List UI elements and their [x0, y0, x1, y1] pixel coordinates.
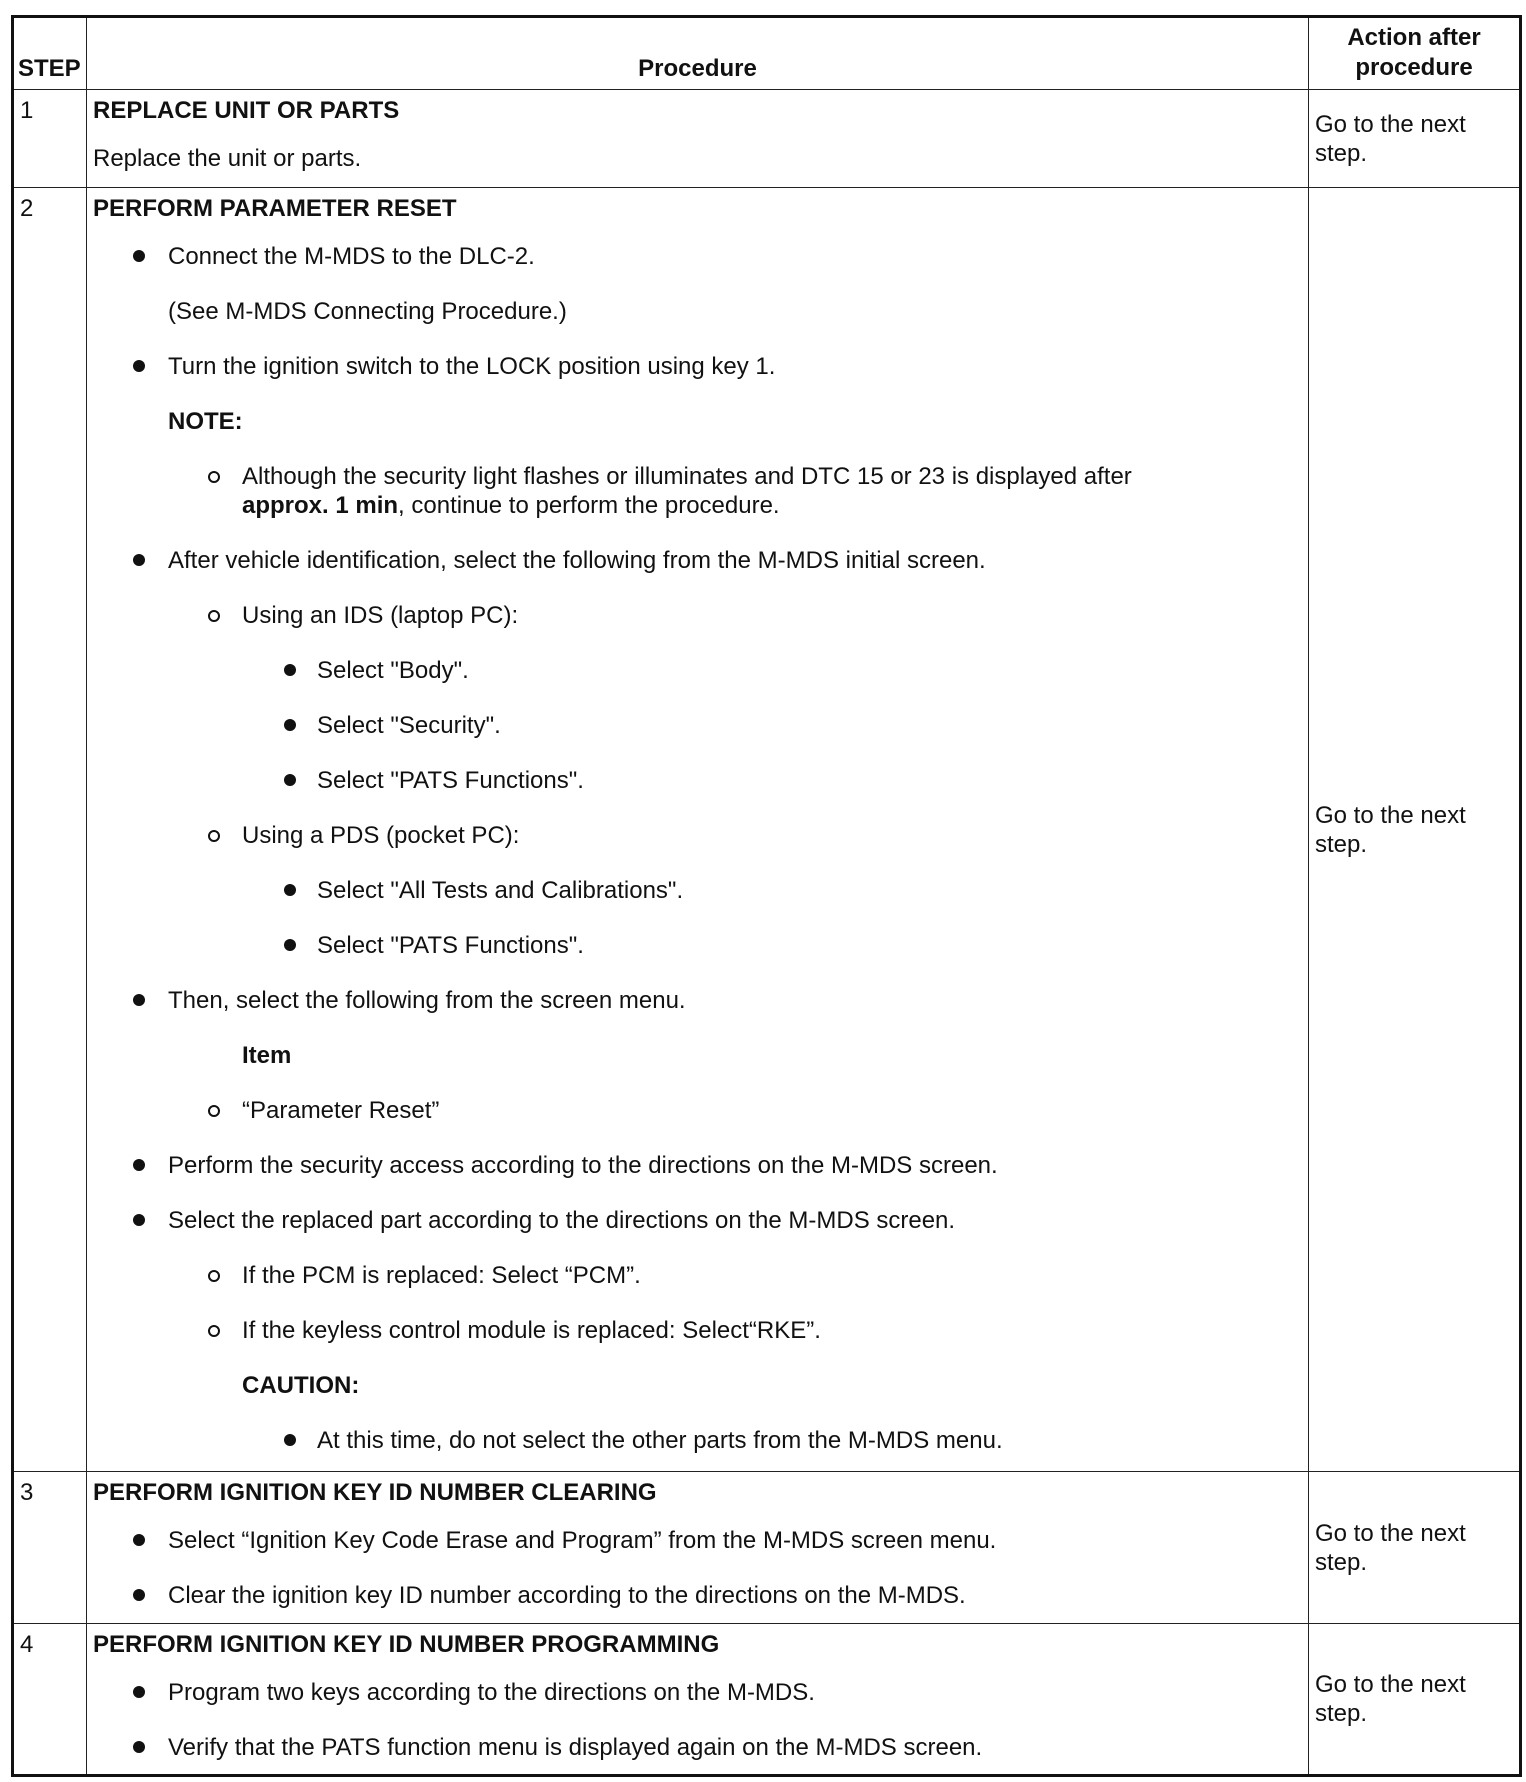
list-item: Select "PATS Functions".	[93, 931, 1300, 960]
list-item: Verify that the PATS function menu is displayed again on the M-MDS screen.	[93, 1733, 1300, 1762]
list-item: Program two keys according to the directions on the M-MDS.	[93, 1678, 1300, 1707]
bullet-dot-icon	[284, 719, 296, 731]
bullet-dot-icon	[133, 1589, 145, 1601]
header-step: STEP	[13, 17, 87, 90]
header-action	[1309, 17, 1521, 90]
list-item: Using an IDS (laptop PC):	[93, 601, 1300, 630]
bullet-dot-icon	[133, 1686, 145, 1698]
action-cell	[1309, 1472, 1521, 1624]
bullet-ring-icon	[208, 1325, 220, 1337]
bullet-dot-icon	[133, 1741, 145, 1753]
step-title: REPLACE UNIT OR PARTS	[93, 97, 400, 124]
list-item: Perform the security access according to the directions on the M-MDS screen.	[93, 1151, 1300, 1180]
action-cell	[1309, 90, 1521, 188]
bullet-dot-icon	[133, 360, 145, 372]
note-label: NOTE:	[168, 408, 243, 435]
action-cell	[1309, 188, 1521, 1472]
bullet-dot-icon	[284, 664, 296, 676]
action-line1: Go to the next	[1315, 1519, 1466, 1547]
step-number: 1	[13, 90, 87, 188]
item-label: Item	[242, 1042, 292, 1069]
list-item: If the PCM is replaced: Select “PCM”.	[93, 1261, 1300, 1290]
step-number: 3	[13, 1472, 87, 1624]
table-row	[13, 188, 1521, 1472]
list-item: Although the security light flashes or illuminates and DTC 15 or 23 is displayed after approx. 1 min, continue to perform the procedure.	[93, 462, 1300, 520]
procedure-cell	[87, 1624, 1309, 1776]
action-line2: step.	[1315, 139, 1368, 167]
header-procedure: Procedure	[87, 17, 1309, 90]
bullet-dot-icon	[284, 939, 296, 951]
list-item: Select "PATS Functions".	[93, 766, 1300, 795]
list-item: “Parameter Reset”	[93, 1096, 1300, 1125]
list-item: Select "Body".	[93, 656, 1300, 685]
action-line1: Go to the next	[1315, 1671, 1466, 1698]
action-line2: step.	[1315, 1700, 1368, 1727]
procedure-table	[11, 15, 1522, 1777]
list-item: Select the replaced part according to the directions on the M-MDS screen.	[93, 1206, 1300, 1235]
list-note: (See M-MDS Connecting Procedure.)	[168, 298, 567, 325]
header-action-line2: procedure	[1355, 54, 1473, 81]
action-cell	[1309, 1624, 1521, 1776]
table-row	[13, 1624, 1521, 1776]
list-item: Connect the M-MDS to the DLC-2.	[93, 242, 1300, 271]
bullet-ring-icon	[208, 610, 220, 622]
bullet-dot-icon	[133, 554, 145, 566]
list-item: Select "All Tests and Calibrations".	[93, 876, 1300, 905]
procedure-cell	[87, 188, 1309, 1472]
caution-label: CAUTION:	[242, 1372, 360, 1399]
step-title: PERFORM IGNITION KEY ID NUMBER CLEARING	[93, 1479, 657, 1506]
bullet-dot-icon	[133, 1214, 145, 1226]
procedure-cell	[87, 90, 1309, 188]
bullet-dot-icon	[284, 1434, 296, 1446]
procedure-cell	[87, 1472, 1309, 1624]
list-item: Select "Security".	[93, 711, 1300, 740]
step-title: PERFORM IGNITION KEY ID NUMBER PROGRAMMING	[93, 1631, 720, 1658]
action-line1: Go to the next	[1315, 110, 1466, 138]
list-item: Clear the ignition key ID number according to the directions on the M-MDS.	[93, 1581, 1300, 1610]
bullet-dot-icon	[284, 774, 296, 786]
bullet-dot-icon	[133, 1534, 145, 1546]
bullet-dot-icon	[133, 250, 145, 262]
action-line1: Go to the next	[1315, 801, 1466, 829]
step-text: Replace the unit or parts.	[93, 145, 362, 172]
list-item: After vehicle identification, select the following from the M-MDS initial screen.	[93, 546, 1300, 575]
list-item: If the keyless control module is replaced: Select“RKE”.	[93, 1316, 1300, 1345]
bullet-ring-icon	[208, 1105, 220, 1117]
table-row	[13, 90, 1521, 188]
list-item: Using a PDS (pocket PC):	[93, 821, 1300, 850]
list-item: Then, select the following from the screen menu.	[93, 986, 1300, 1015]
step-number: 2	[13, 188, 87, 1472]
bullet-ring-icon	[208, 471, 220, 483]
emphasis-text: approx. 1 min	[242, 492, 399, 519]
list-item: Select “Ignition Key Code Erase and Program” from the M-MDS screen menu.	[93, 1526, 1300, 1555]
bullet-dot-icon	[133, 994, 145, 1006]
table-row	[13, 1472, 1521, 1624]
bullet-dot-icon	[284, 884, 296, 896]
action-line2: step.	[1315, 830, 1368, 858]
step-title: PERFORM PARAMETER RESET	[93, 195, 457, 222]
bullet-ring-icon	[208, 1270, 220, 1282]
list-item: At this time, do not select the other parts from the M-MDS menu.	[93, 1426, 1300, 1455]
bullet-ring-icon	[208, 830, 220, 842]
step-number: 4	[13, 1624, 87, 1776]
header-action-line1: Action after	[1347, 24, 1481, 51]
bullet-dot-icon	[133, 1159, 145, 1171]
header-row	[13, 17, 1521, 90]
action-line2: step.	[1315, 1548, 1368, 1576]
list-item: Turn the ignition switch to the LOCK position using key 1.	[93, 352, 1300, 381]
